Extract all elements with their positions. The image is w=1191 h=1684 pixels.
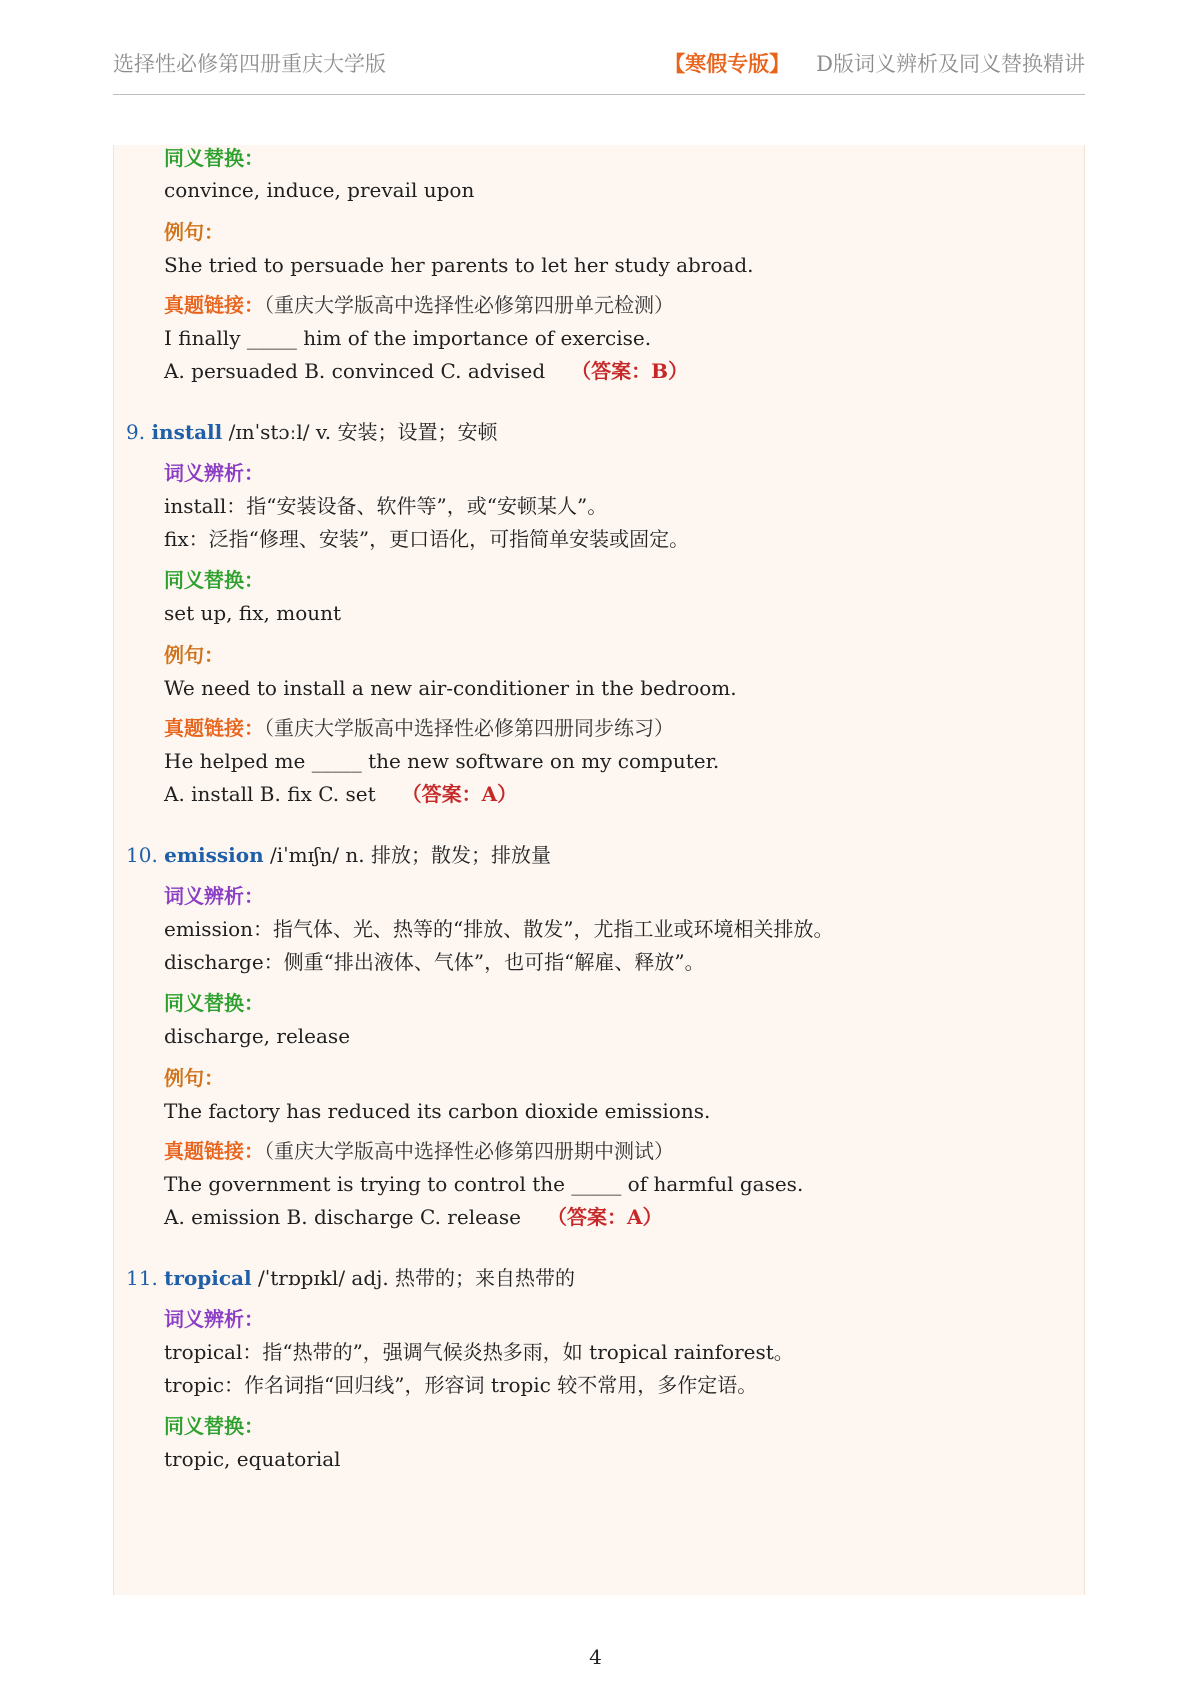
page-number: 4: [589, 1645, 602, 1669]
header-book-title: 选择性必修第四册重庆大学版: [113, 52, 386, 76]
diff-line: emission：指气体、光、热等的“排放、散发”，尤指工业或环境相关排放。: [164, 917, 834, 941]
synonyms-label: 同义替换：: [164, 568, 264, 592]
entry-word: emission: [164, 843, 264, 867]
entry-heading: [126, 418, 498, 446]
entry-word: tropical: [164, 1266, 252, 1290]
real-exam-line: [164, 714, 674, 742]
synonyms-text: set up, fix, mount: [164, 601, 342, 625]
real-exam-source: （重庆大学版高中选择性必修第四册同步练习）: [264, 716, 674, 740]
page-header: [113, 44, 1085, 95]
real-exam-label: 真题链接：: [164, 293, 264, 317]
entry-definition: /ɪnˈstɔːl/ v. 安装；设置；安顿: [228, 420, 498, 444]
entry-heading: [126, 1264, 575, 1292]
exam-question: I finally _____ him of the importance of exercise.: [164, 326, 652, 350]
diff-line: fix：泛指“修理、安装”，更口语化，可指简单安装或固定。: [164, 527, 690, 551]
header-right: [664, 48, 1085, 78]
exam-options-line: [164, 1203, 662, 1231]
exam-answer: （答案：A）: [401, 782, 518, 806]
entry-number: 9.: [126, 420, 146, 444]
real-exam-label: 真题链接：: [164, 1139, 264, 1163]
synonyms-label: 同义替换：: [164, 1414, 264, 1438]
diff-line: install：指“安装设备、软件等”，或“安顿某人”。: [164, 494, 608, 518]
entry-definition: /ˈtrɒpɪkl/ adj. 热带的；来自热带的: [257, 1266, 576, 1290]
real-exam-line: [164, 1137, 674, 1165]
synonyms-text: discharge, release: [164, 1024, 351, 1048]
exam-question: He helped me _____ the new software on my computer.: [164, 749, 720, 773]
entry-heading: [126, 841, 551, 869]
example-sentence: We need to install a new air-conditioner in the bedroom.: [164, 676, 737, 700]
example-label: 例句：: [164, 1066, 224, 1090]
real-exam-source: （重庆大学版高中选择性必修第四册期中测试）: [264, 1139, 674, 1163]
exam-options-line: [164, 357, 688, 385]
exam-answer: （答案：B）: [571, 359, 689, 383]
example-sentence: The factory has reduced its carbon dioxide emissions.: [164, 1099, 711, 1123]
exam-options: A. install B. fix C. set: [164, 782, 376, 806]
diff-line: tropical：指“热带的”，强调气候炎热多雨，如 tropical rainforest。: [164, 1340, 794, 1364]
example-sentence: She tried to persuade her parents to let her study abroad.: [164, 253, 754, 277]
exam-options: A. emission B. discharge C. release: [164, 1205, 521, 1229]
synonyms-text: convince, induce, prevail upon: [164, 178, 475, 202]
real-exam-source: （重庆大学版高中选择性必修第四册单元检测）: [264, 293, 674, 317]
diff-line: tropic：作名词指“回归线”，形容词 tropic 较不常用，多作定语。: [164, 1373, 758, 1397]
entry-definition: /iˈmɪʃn/ n. 排放；散发；排放量: [270, 843, 552, 867]
synonyms-label: 同义替换：: [164, 991, 264, 1015]
real-exam-line: [164, 291, 674, 319]
header-doc-title: D版词义辨析及同义替换精讲: [816, 52, 1085, 76]
diff-line: discharge：侧重“排出液体、气体”，也可指“解雇、释放”。: [164, 950, 705, 974]
exam-options: A. persuaded B. convinced C. advised: [164, 359, 546, 383]
entry-word: install: [151, 420, 223, 444]
diff-label: 词义辨析：: [164, 884, 264, 908]
example-label: 例句：: [164, 643, 224, 667]
synonyms-label: 同义替换：: [164, 146, 264, 170]
example-label: 例句：: [164, 220, 224, 244]
synonyms-text: tropic, equatorial: [164, 1447, 341, 1471]
entry-number: 10.: [126, 843, 158, 867]
vocabulary-panel: [113, 145, 1085, 1595]
header-edition-tag: 【寒假专版】: [664, 51, 791, 76]
exam-question: The government is trying to control the _____ of harmful gases.: [164, 1172, 804, 1196]
real-exam-label: 真题链接：: [164, 716, 264, 740]
diff-label: 词义辨析：: [164, 461, 264, 485]
diff-label: 词义辨析：: [164, 1307, 264, 1331]
exam-options-line: [164, 780, 517, 808]
exam-answer: （答案：A）: [546, 1205, 663, 1229]
entry-number: 11.: [126, 1266, 158, 1290]
